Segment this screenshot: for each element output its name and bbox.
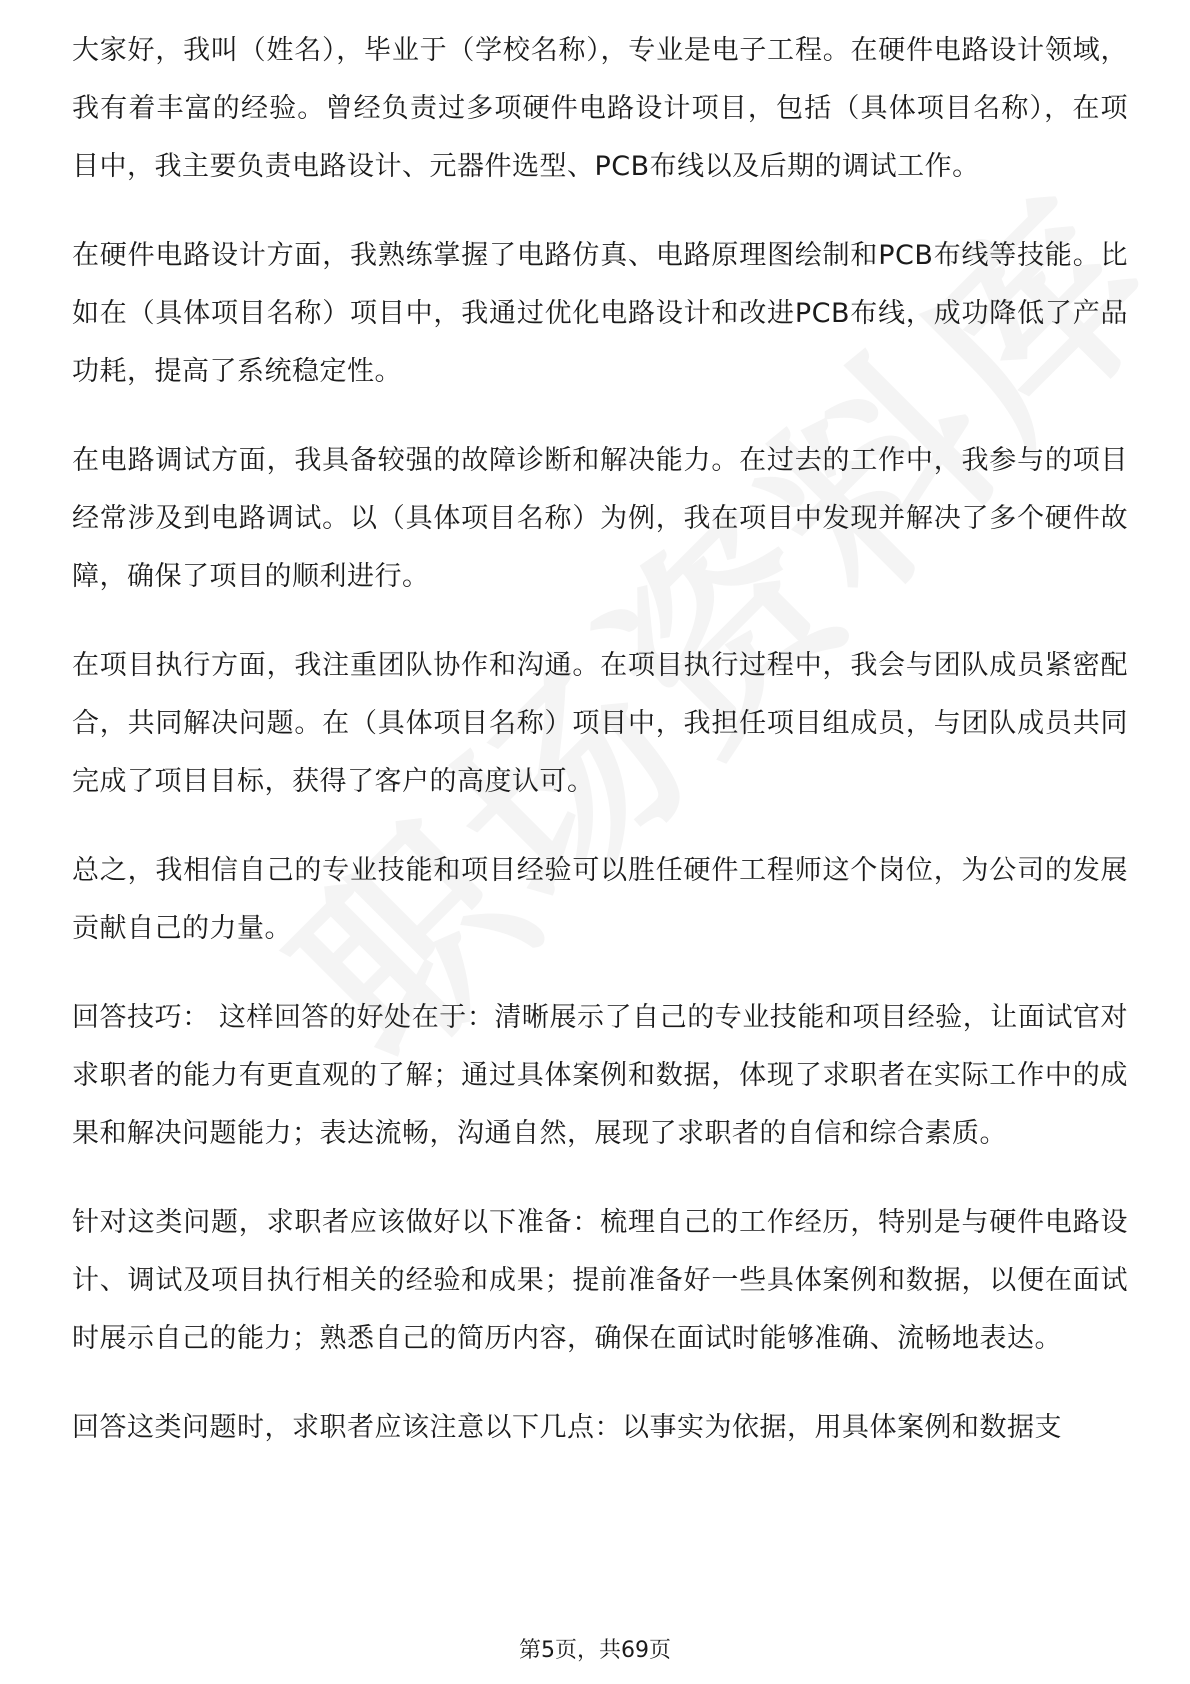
paragraph-answer-tips: 回答技巧： 这样回答的好处在于：清晰展示了自己的专业技能和项目经验，让面试官对求职者的能力有更直观的了解；通过具体案例和数据，体现了求职者在实际工作中的成果和解决问题能力；表达流畅，沟通自然，展现了求职者的自信和综合素质。: [72, 1002, 1128, 1149]
paragraph-conclusion: 总之，我相信自己的专业技能和项目经验可以胜任硬件工程师这个岗位，为公司的发展贡献自己的力量。: [72, 855, 1128, 944]
paragraph-preparation: 针对这类问题，求职者应该做好以下准备：梳理自己的工作经历，特别是与硬件电路设计、调试及项目执行相关的经验和成果；提前准备好一些具体案例和数据，以便在面试时展示自己的能力；熟悉自己的简历内容，确保在面试时能够准确、流畅地表达。: [72, 1207, 1128, 1354]
paragraph-intro: 大家好，我叫（姓名），毕业于（学校名称），专业是电子工程。在硬件电路设计领域，我有着丰富的经验。曾经负责过多项硬件电路设计项目，包括（具体项目名称），在项目中，我主要负责电路设计、元器件选型、PCB布线以及后期的调试工作。: [72, 35, 1128, 182]
paragraph-notes: 回答这类问题时，求职者应该注意以下几点：以事实为依据，用具体案例和数据支: [72, 1412, 1062, 1443]
paragraph-circuit-debug: 在电路调试方面，我具备较强的故障诊断和解决能力。在过去的工作中，我参与的项目经常涉及到电路调试。以（具体项目名称）为例，我在项目中发现并解决了多个硬件故障，确保了项目的顺利进行。: [72, 445, 1128, 592]
page-number: 第5页，共69页: [519, 1638, 671, 1663]
document-body: [72, 22, 1128, 1488]
paragraph-project-execution: 在项目执行方面，我注重团队协作和沟通。在项目执行过程中，我会与团队成员紧密配合，共同解决问题。在（具体项目名称）项目中，我担任项目组成员，与团队成员共同完成了项目目标，获得了客户的高度认可。: [72, 650, 1128, 797]
paragraph-circuit-design: 在硬件电路设计方面，我熟练掌握了电路仿真、电路原理图绘制和PCB布线等技能。比如在（具体项目名称）项目中，我通过优化电路设计和改进PCB布线，成功降低了产品功耗，提高了系统稳定性。: [72, 240, 1128, 387]
